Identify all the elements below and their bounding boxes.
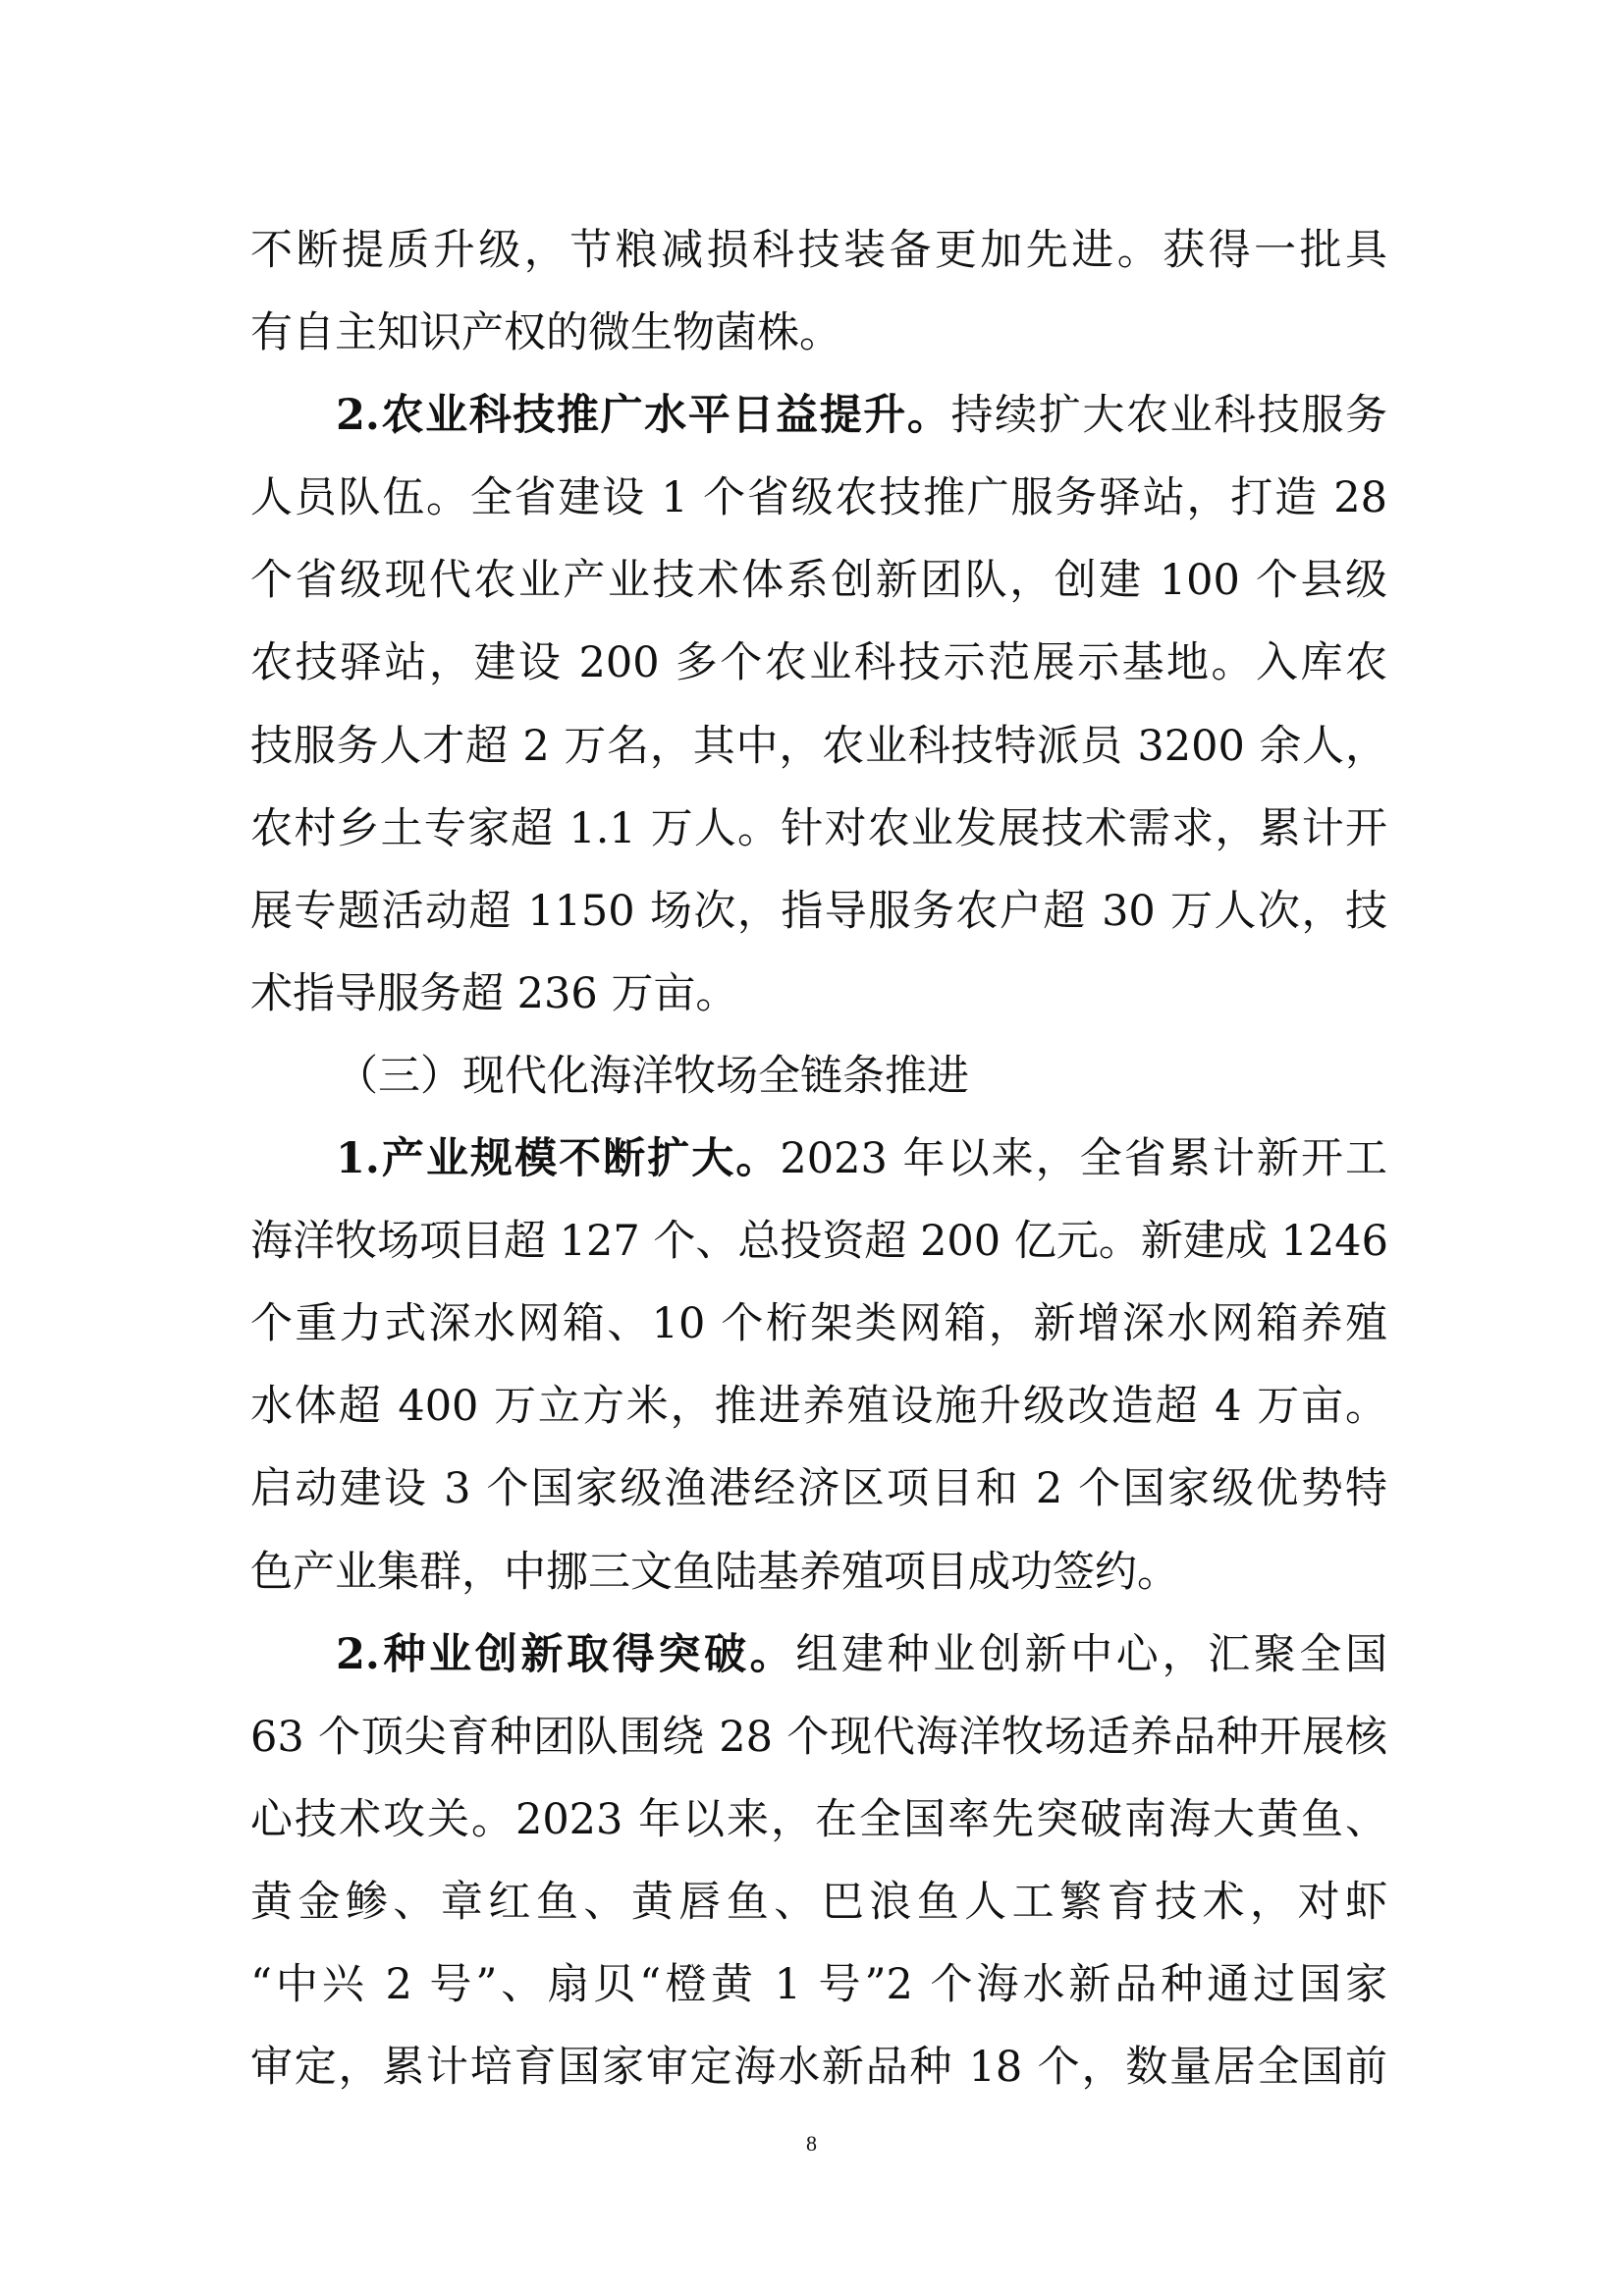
text-line (250, 1791, 1387, 1874)
text-span: 海洋牧场项目超 127 个、总投资超 200 亿元。新建成 1246 (250, 1217, 1388, 1267)
text-span: 组建种业创新中心，汇聚全国 (795, 1629, 1388, 1679)
bold-lead-in: 2.农业科技推广水平日益提升。 (336, 391, 951, 441)
text-span: 审定，累计培育国家审定海水新品种 18 个，数量居全国前 (250, 2043, 1387, 2093)
text-span: 个重力式深水网箱、10 个桁架类网箱，新增深水网箱养殖 (250, 1299, 1387, 1349)
text-span: 农技驿站，建设 200 多个农业科技示范展示基地。入库农 (250, 638, 1387, 688)
text-span: 启动建设 3 个国家级渔港经济区项目和 2 个国家级优势特 (250, 1464, 1387, 1514)
text-line (250, 304, 1387, 387)
bold-lead-in: 2.种业创新取得突破。 (336, 1629, 796, 1679)
text-span: “中兴 2 号”、扇贝“橙黄 1 号”2 个海水新品种通过国家 (250, 1959, 1387, 2009)
text-line (250, 469, 1387, 552)
text-line (250, 1460, 1387, 1543)
paragraph (250, 1626, 1387, 2122)
text-line (250, 1295, 1387, 1378)
paragraph (250, 387, 1387, 1048)
text-line (250, 1048, 1387, 1130)
text-line (250, 1378, 1387, 1460)
text-line (250, 222, 1387, 304)
text-span: 水体超 400 万立方米，推进养殖设施升级改造超 4 万亩。 (250, 1382, 1387, 1432)
text-span: 心技术攻关。2023 年以来，在全国率先突破南海大黄鱼、 (250, 1794, 1387, 1844)
text-span: 有自主知识产权的微生物菌株。 (250, 308, 841, 358)
text-line (250, 1626, 1387, 1709)
section-heading (250, 1048, 1387, 1130)
text-line (250, 2039, 1387, 2121)
paragraph (250, 1130, 1387, 1626)
text-span: 农村乡土专家超 1.1 万人。针对农业发展技术需求，累计开 (250, 803, 1387, 853)
text-span: （三）现代化海洋牧场全链条推进 (336, 1051, 969, 1101)
page-number: 8 (806, 2131, 817, 2156)
paragraph (250, 222, 1387, 387)
text-span: 持续扩大农业科技服务 (950, 391, 1388, 441)
text-line (250, 634, 1387, 717)
text-line (250, 1213, 1387, 1295)
text-line (250, 552, 1387, 634)
text-span: 黄金鲹、章红鱼、黄唇鱼、巴浪鱼人工繁育技术，对虾 (250, 1877, 1387, 1927)
text-line (250, 965, 1387, 1048)
bold-lead-in: 1.产业规模不断扩大。 (336, 1134, 781, 1184)
text-line (250, 1130, 1387, 1213)
text-span: 色产业集群，中挪三文鱼陆基养殖项目成功签约。 (250, 1547, 1179, 1597)
text-line (250, 800, 1387, 883)
text-span: 术指导服务超 236 万亩。 (250, 968, 738, 1018)
text-line (250, 1544, 1387, 1626)
text-span: 个省级现代农业产业技术体系创新团队，创建 100 个县级 (250, 556, 1387, 606)
text-line (250, 1709, 1387, 1791)
text-line (250, 1874, 1387, 1956)
text-line (250, 718, 1387, 800)
text-span: 人员队伍。全省建设 1 个省级农技推广服务驿站，打造 28 (250, 473, 1387, 523)
text-line (250, 1956, 1387, 2039)
text-span: 展专题活动超 1150 场次，指导服务农户超 30 万人次，技 (250, 886, 1387, 936)
text-span: 63 个顶尖育种团队围绕 28 个现代海洋牧场适养品种开展核 (250, 1712, 1387, 1762)
document-body (250, 222, 1387, 2121)
text-span: 不断提质升级，节粮减损科技装备更加先进。获得一批具 (250, 226, 1387, 275)
text-span: 2023 年以来，全省累计新开工 (780, 1134, 1387, 1184)
text-span: 技服务人才超 2 万名，其中，农业科技特派员 3200 余人， (250, 721, 1387, 771)
text-line (250, 883, 1387, 965)
text-line (250, 387, 1387, 469)
